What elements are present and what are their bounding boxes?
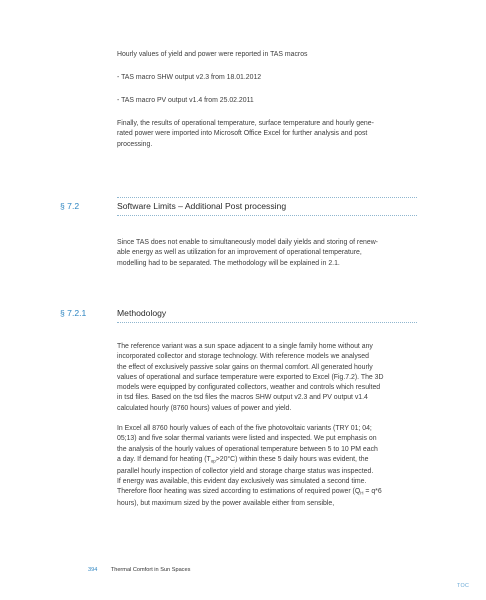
text-line: the effect of exclusively passive solar gains on thermal comfort. All generated hourly	[117, 363, 373, 371]
text-run: = q*6	[363, 488, 382, 496]
section-heading-7-2-1	[60, 307, 430, 319]
section-rule-top	[117, 197, 417, 198]
para-excel-analysis	[117, 424, 417, 509]
text-line: incorporated collector and storage technology. With reference models we analysed	[117, 353, 369, 361]
text-line: the analysis of the hourly values of operational temperature between 5 to 10 PM each	[117, 445, 378, 453]
text-line: models were equipped by configurated collectors, weather and controls which resulted	[117, 384, 381, 392]
section-rule-bottom	[117, 322, 417, 323]
page-number: 394	[88, 567, 98, 573]
toc-link[interactable]: TOC	[457, 583, 470, 589]
text-line: - TAS macro PV output v1.4 from 25.02.2011	[117, 97, 254, 104]
section-number: § 7.2.1	[60, 308, 87, 318]
text-line: processing.	[117, 140, 153, 148]
section-title: Software Limits – Additional Post processing	[117, 201, 287, 211]
para-since-tas	[117, 238, 417, 269]
para-hourly-values	[117, 50, 417, 60]
text-run: Therefore floor heating was sized according to estimations of required power (Q	[117, 488, 361, 496]
section-rule-bottom	[117, 215, 417, 216]
list-item-pv	[117, 96, 417, 106]
text-line: rated power were imported into Microsoft Office Excel for further analysis and post	[117, 130, 368, 138]
page-footer	[88, 566, 190, 574]
text-line: calculated hourly (8760 hours) values of power and yield.	[117, 404, 292, 412]
text-run: >20°C) within these 5 daily hours was evident, the	[215, 455, 369, 463]
para-reference-variant	[117, 342, 417, 414]
subscript: H	[360, 490, 364, 496]
text-line: parallel hourly inspection of collector yield and storage charge status was inspected.	[117, 467, 374, 475]
text-line-floor	[117, 487, 417, 499]
section-number: § 7.2	[60, 201, 80, 211]
text-line: modelling had to be separated. The methodology will be explained in 2.1.	[117, 259, 340, 267]
text-line: in tsd files. Based on the tsd files the macros SHW output v2.3 and PV output v1.4	[117, 394, 368, 402]
text-line: Since TAS does not enable to simultaneously model daily yields and storing of renew-	[117, 239, 378, 246]
subscript: op	[210, 458, 216, 464]
list-item-shw	[117, 73, 417, 83]
section-title: Methodology	[117, 308, 167, 318]
text-line: Finally, the results of operational temperature, surface temperature and hourly gene-	[117, 120, 374, 127]
running-title: Thermal Comfort in Sun Spaces	[110, 567, 191, 573]
text-line: If energy was available, this evident day exclusively was simulated a second time.	[117, 477, 367, 485]
text-line: - TAS macro SHW output v2.3 from 18.01.2012	[117, 74, 262, 81]
text-line: able energy as well as utilization for an improvement of operational temperature,	[117, 249, 362, 257]
text-line: The reference variant was a sun space adjacent to a single family home without any	[117, 343, 373, 350]
section-heading-7-2	[60, 200, 430, 212]
text-line: 05;13) and five solar thermal variants were listed and inspected. We put emphasis on	[117, 435, 377, 443]
text-line: In Excel all 8760 hourly values of each of the five photovoltaic variants (TRY 01; 04;	[117, 425, 372, 432]
para-finally	[117, 119, 417, 150]
text-line-heating	[117, 455, 417, 467]
text-line: Hourly values of yield and power were reported in TAS macros	[117, 51, 308, 58]
text-run: a day. If demand for heating (T	[117, 455, 211, 463]
text-line: hours), but maximum sized by the power available either from sensible,	[117, 500, 335, 508]
text-line: values of operational and surface temperature were exported to Excel (Fig.7.2). The 3D	[117, 373, 384, 381]
